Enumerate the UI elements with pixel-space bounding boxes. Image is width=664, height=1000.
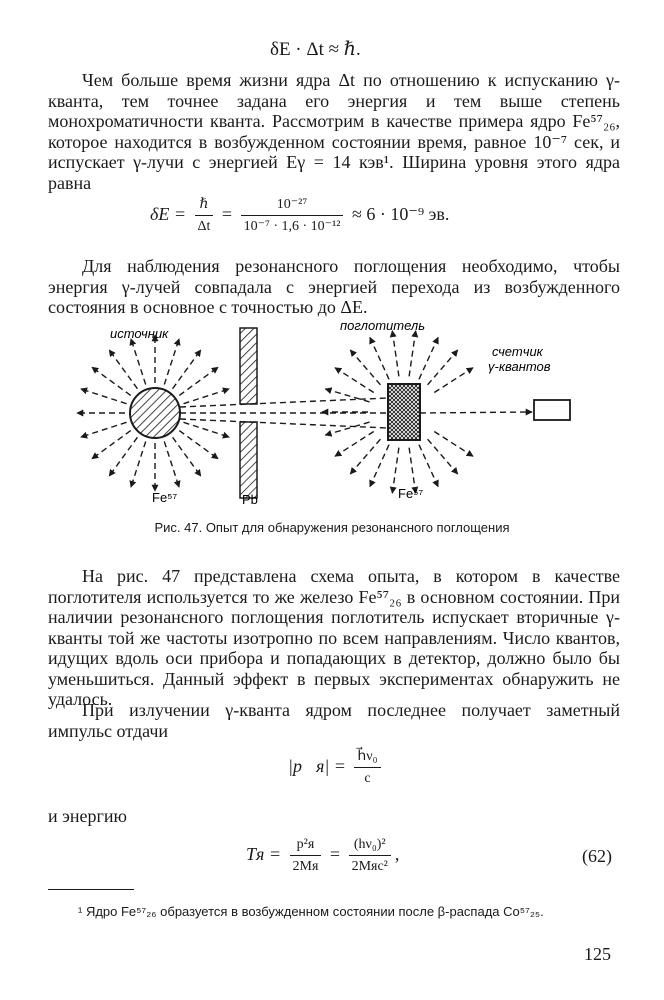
gamma-ray-arrow <box>81 389 127 404</box>
eq-T-lhs: Tя = <box>246 844 282 865</box>
gamma-ray-arrow <box>419 445 438 487</box>
gamma-ray-arrow <box>131 442 146 488</box>
label-counter-line2: γ-квантов <box>488 359 551 374</box>
paragraph-experiment-scheme: На рис. 47 представлена схема опыта, в котором в качестве поглотителя используется то же железо Fe⁵⁷₂₆ в основном состоянии. При наличии резонансного поглощения поглотитель испускает вторичные γ-кванты той же частоты изотропно по всем направлениям. Число квантов, идущих вдоль оси прибора и попадающих в детектор, должно было бы уменьшиться. Данный эффект в первых экспериментах обнаружить не удалось. <box>48 566 620 709</box>
gamma-ray-arrow <box>131 339 146 385</box>
absorber-block <box>388 384 420 440</box>
eq-equals: = <box>221 204 233 225</box>
beam-lines <box>180 398 388 428</box>
gamma-counter <box>534 400 570 420</box>
equation-recoil-energy <box>246 836 399 876</box>
gamma-ray-arrow <box>81 422 127 437</box>
fraction-denominator: 2Mяc² <box>351 859 388 874</box>
equation-recoil-momentum <box>288 748 385 788</box>
paragraph-resonance-condition: Для наблюдения резонансного поглощения необходимо, чтобы энергия γ-лучей совпадала с энергией перехода из возбужденного состояния в основное с точностью до ΔE. <box>48 256 620 317</box>
fraction-denominator: Δt <box>197 219 211 234</box>
eq-width-result: ≈ 6 · 10⁻⁹ эв. <box>351 204 450 225</box>
lead-collimator-bottom <box>240 422 257 498</box>
figure-resonance-experiment <box>60 318 620 513</box>
fraction-numerator: p²я <box>290 836 322 856</box>
gamma-ray-arrow <box>370 337 389 379</box>
label-pb: Pb <box>242 492 258 507</box>
gamma-ray-arrow <box>164 339 179 385</box>
fraction-denominator: 10⁻⁷ · 1,6 · 10⁻¹² <box>243 219 341 234</box>
footnote-rule <box>48 889 134 890</box>
label-fe-source: Fe⁵⁷ <box>152 490 178 505</box>
fraction-numerator: ℏ <box>195 196 214 216</box>
fraction-hv-squared <box>349 836 391 876</box>
paragraph-lifetime: Чем больше время жизни ядра Δt по отношению к испусканию γ-кванта, тем точнее задана его энергия и тем выше степень монохроматичности кванта. Рассмотрим в качестве примера ядро Fe⁵⁷₂₆, которое находится в возбужденном состоянии время, равное 10⁻⁷ сек, и испускает γ-лучи с энергией Eγ = 14 кэв¹. Ширина уровня этого ядра равна <box>48 70 620 193</box>
fraction-numerator: 10⁻²⁷ <box>241 196 344 216</box>
gamma-ray-arrow <box>434 432 473 457</box>
fraction-numerator: h⃗ν₀ <box>354 748 380 768</box>
gamma-ray-arrow <box>184 389 230 404</box>
fraction-hbar-over-dt <box>195 196 214 236</box>
eq-width-lhs: δE = <box>150 204 187 225</box>
gamma-ray-arrow <box>325 422 369 435</box>
figure-caption: Рис. 47. Опыт для обнаружения резонансного поглощения <box>154 520 510 535</box>
gamma-ray-arrow <box>184 422 230 437</box>
eq-p-lhs: |p⃗я| = <box>288 756 346 777</box>
text-and-energy: и энергию <box>48 806 127 826</box>
fraction-p2-over-2M <box>290 836 322 876</box>
fraction-denominator: c <box>364 771 371 786</box>
equation-number: (62) <box>582 846 612 866</box>
label-counter-line1: счетчик <box>492 344 543 359</box>
gamma-ray-arrow <box>164 442 179 488</box>
gamma-ray-arrow <box>370 445 389 487</box>
page-number: 125 <box>584 944 611 964</box>
fraction-denominator: 2Mя <box>292 859 319 874</box>
gamma-ray-arrow <box>434 368 473 393</box>
fraction-numerator: (hν₀)² <box>349 836 391 856</box>
lead-collimator-top <box>240 328 257 404</box>
footnote: ¹ Ядро Fe⁵⁷₂₆ образуется в возбужденном состоянии после β-распада Co⁵⁷₂₅. <box>78 904 544 919</box>
label-absorber: поглотитель <box>340 318 426 333</box>
equation-uncertainty: δE · Δt ≈ ℏ. <box>270 39 361 60</box>
fraction-numeric <box>241 196 344 236</box>
eq-comma: , <box>394 844 400 865</box>
source-sphere <box>130 388 180 438</box>
gamma-ray-arrow <box>419 337 438 379</box>
label-source: источник <box>110 326 169 341</box>
eq-equals: = <box>329 844 341 865</box>
gamma-ray-arrow <box>409 331 416 377</box>
label-fe-absorber: Fe⁵⁷ <box>398 486 424 501</box>
paragraph-recoil: При излучении γ-кванта ядром последнее получает заметный импульс отдачи <box>48 700 620 741</box>
gamma-ray-arrow <box>392 331 399 377</box>
fraction-momentum <box>354 748 380 788</box>
beam-to-detector <box>420 412 532 413</box>
equation-level-width <box>150 196 449 236</box>
gamma-ray-arrow <box>335 368 374 393</box>
gamma-ray-arrow <box>335 432 374 457</box>
